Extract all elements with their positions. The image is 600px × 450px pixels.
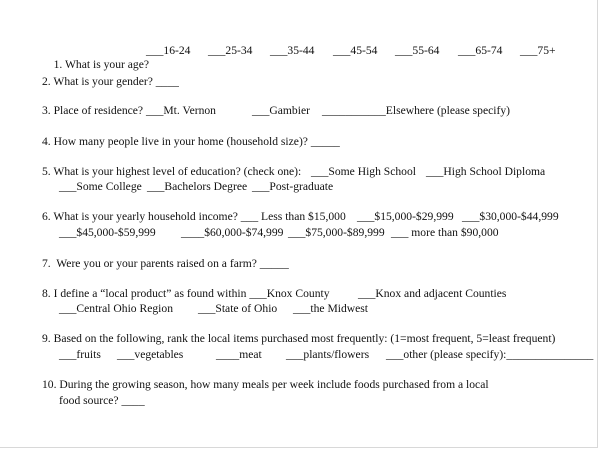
q5-option-bachelors-degree[interactable]: ___Bachelors Degree (147, 180, 248, 193)
q3-option-gambier[interactable]: ___Gambier (252, 104, 310, 117)
q5-option-post-graduate[interactable]: ___Post-graduate (252, 180, 334, 193)
question-3: 3. Place of residence? ___Mt. Vernon (42, 104, 216, 117)
question-5: 5. What is your highest level of education? (check one): (42, 165, 302, 178)
question-10: 10. During the growing season, how many meals per week include foods purchased from a local (42, 378, 489, 391)
q9-option-fruits[interactable]: ___fruits (59, 348, 101, 361)
question-10-answer[interactable]: food source? ____ (59, 394, 145, 407)
q1-option-45-54[interactable]: ___45-54 (333, 44, 378, 57)
q9-option-other[interactable]: ___other (please specify):_______________ (386, 348, 594, 361)
q1-option-75-plus[interactable]: ___75+ (520, 44, 556, 57)
q9-option-meat[interactable]: ____meat (216, 348, 262, 361)
q5-option-high-school-diploma[interactable]: ___High School Diploma (426, 165, 546, 178)
q6-option-60k-74k[interactable]: ____$60,000-$74,999 (181, 226, 284, 239)
q8-option-central-ohio[interactable]: ___Central Ohio Region (59, 302, 173, 315)
question-4[interactable]: 4. How many people live in your home (household size)? _____ (42, 135, 340, 148)
q9-option-plants-flowers[interactable]: ___plants/flowers (286, 348, 370, 361)
q6-option-30k-44k[interactable]: ___$30,000-$44,999 (462, 210, 559, 223)
question-2[interactable]: 2. What is your gender? ____ (42, 75, 179, 88)
question-8: 8. I define a “local product” as found within ___Knox County (42, 287, 330, 300)
q8-option-state-of-ohio[interactable]: ___State of Ohio (198, 302, 278, 315)
q6-option-75k-89k[interactable]: ___$75,000-$89,999 (288, 226, 385, 239)
q5-option-some-high-school[interactable]: ___Some High School (311, 165, 416, 178)
q8-option-midwest[interactable]: ___the Midwest (293, 302, 369, 315)
q1-option-55-64[interactable]: ___55-64 (395, 44, 440, 57)
question-6: 6. What is your yearly household income? ___ Less than $15,000 (42, 210, 346, 223)
question-1-text: 1. What is your age? (53, 58, 149, 71)
q9-option-vegetables[interactable]: ___vegetables (117, 348, 184, 361)
q6-option-15k-29k[interactable]: ___$15,000-$29,999 (357, 210, 454, 223)
q6-option-45k-59k[interactable]: ___$45,000-$59,999 (59, 226, 156, 239)
q1-option-65-74[interactable]: ___65-74 (458, 44, 503, 57)
question-7[interactable]: 7. Were you or your parents raised on a farm? _____ (42, 257, 289, 270)
q3-option-elsewhere[interactable]: ___________Elsewhere (please specify) (322, 104, 511, 117)
q6-option-more-than-90k[interactable]: ___ more than $90,000 (391, 226, 499, 239)
question-9: 9. Based on the following, rank the local items purchased most frequently: (1=most frequent, 5=least frequent) (42, 332, 556, 345)
q5-option-some-college[interactable]: ___Some College (59, 180, 142, 193)
q1-option-16-24[interactable]: ___16-24 (146, 44, 191, 57)
q1-option-25-34[interactable]: ___25-34 (208, 44, 253, 57)
q8-option-knox-adjacent[interactable]: ___Knox and adjacent Counties (358, 287, 507, 300)
q1-option-35-44[interactable]: ___35-44 (270, 44, 315, 57)
